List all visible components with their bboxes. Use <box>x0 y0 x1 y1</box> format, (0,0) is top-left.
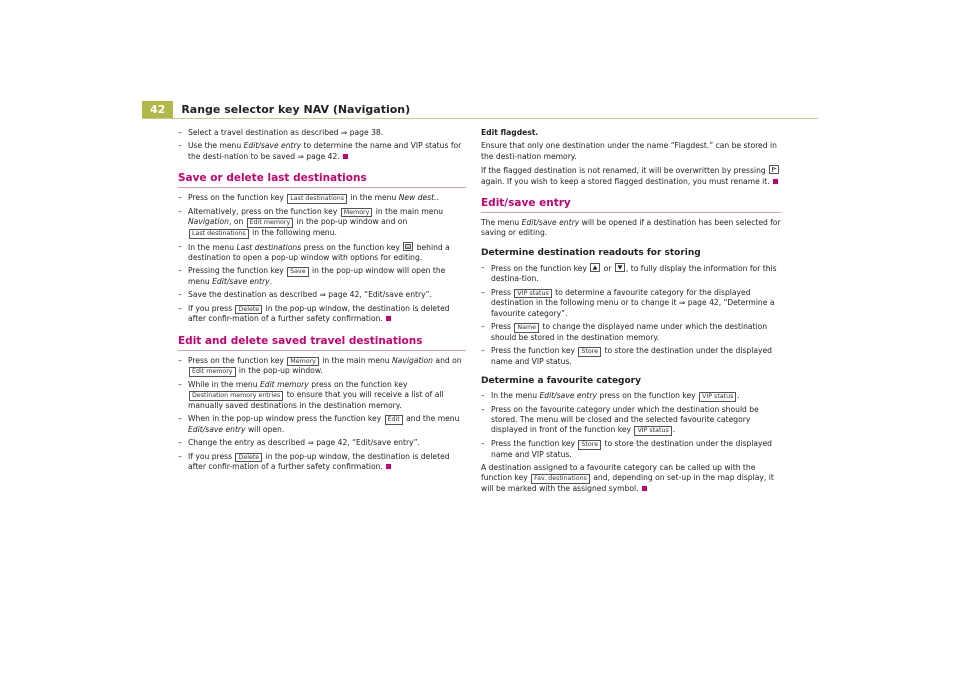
list-item: – Press the function key Store to store the destination under the displayed name and VIP status. <box>481 439 772 459</box>
list-item: – Alternatively, press on the function key Memory in the main menu Navigation, on Edit memory in the pop-up window and on Last destinations in the following menu. <box>178 206 444 237</box>
function-key: Memory <box>341 208 373 218</box>
function-key: Name <box>514 323 539 333</box>
list-item: – Press Name to change the displayed name under which the destination should be stored in the destination memory. <box>481 322 768 342</box>
subsection-title: Edit flagdest. <box>481 128 539 137</box>
page-number: 42 <box>142 101 173 118</box>
function-key: VIP status <box>634 426 671 436</box>
section-end-marker <box>343 154 348 159</box>
subsection-heading: Determine destination readouts for storing <box>481 247 701 258</box>
function-key: Last destinations <box>287 194 347 204</box>
function-key: Edit memory <box>189 367 236 377</box>
function-key: VIP status <box>514 289 551 299</box>
list-item: – Press on the function key Last destinations in the menu New dest.. <box>178 193 439 203</box>
function-key: Last destinations <box>189 229 249 239</box>
header-rule <box>142 118 818 119</box>
list-item: – In the menu Last destinations press on the function key behind a destination to open a pop-up window with options for editing. <box>178 241 450 262</box>
section-heading: Edit and delete saved travel destinations <box>178 335 466 351</box>
list-item: – Use the menu Edit/save entry to determine the name and VIP status for the desti-nation to be saved ⇒ page 42. <box>178 141 462 161</box>
list-item: – Press VIP status to determine a favourite category for the displayed destination in the following menu or to change it ⇒ page 42, “Determine a favourite category”. <box>481 287 775 318</box>
paragraph: The menu Edit/save entry will be opened if a destination has been selected for saving or editing. <box>481 218 781 238</box>
function-key: VIP status <box>699 392 736 402</box>
function-key: Memory <box>287 357 319 367</box>
section-heading: Save or delete last destinations <box>178 172 466 188</box>
list-item: – When in the pop-up window press the function key Edit and the menu Edit/save entry will open. <box>178 414 460 434</box>
list-item: – Press on the favourite category under which the destination should be stored. The menu will be closed and the selected favourite category displayed in front of the function key VIP status . <box>481 404 759 435</box>
section-end-marker <box>386 316 391 321</box>
subsection-heading: Determine a favourite category <box>481 376 641 387</box>
options-key-icon <box>403 242 413 251</box>
paragraph: A destination assigned to a favourite category can be called up with the function key Fav. destinations and, depending on set-up in the map display, it will be marked with the assigned symbol. <box>481 463 774 494</box>
list-item: – If you press Delete in the pop-up window, the destination is deleted after confir-mation of a further safety confirmation. <box>178 451 450 472</box>
arrow-down-icon <box>615 263 625 272</box>
list-item: – Save the destination as described ⇒ page 42, “Edit/save entry”. <box>178 290 432 300</box>
list-item: – While in the menu Edit memory press on the function key Destination memory entries to ensure that you will receive a list of all manually saved destinations in the destination memory. <box>178 380 444 410</box>
function-key: Edit <box>385 415 403 425</box>
page-header <box>142 101 410 118</box>
list-item: – Press on the function key Memory in the main menu Navigation and on Edit memory in the pop-up window. <box>178 355 462 376</box>
flag-key-icon <box>769 165 779 174</box>
section-heading: Edit/save entry <box>481 197 781 213</box>
list-item: – In the menu Edit/save entry press on the function key VIP status . <box>481 391 740 401</box>
function-key: Store <box>578 347 601 357</box>
section-end-marker <box>773 179 778 184</box>
list-item: – If you press Delete in the pop-up window, the destination is deleted after confir-mation of a further safety confirmation. <box>178 303 450 324</box>
left-column <box>178 128 466 476</box>
list-item: – Select a travel destination as described ⇒ page 38. <box>178 128 384 137</box>
function-key: Store <box>578 440 601 450</box>
arrow-up-icon <box>590 263 600 272</box>
section-end-marker <box>386 464 391 469</box>
list-item: – Press the function key Store to store the destination under the displayed name and VIP status. <box>481 346 772 366</box>
function-key: Delete <box>235 305 262 315</box>
function-key: Save <box>287 267 308 277</box>
section-end-marker <box>642 486 647 491</box>
function-key: Edit memory <box>247 218 294 228</box>
list-item: – Press on the function key or , to fully display the information for this destina-tion. <box>481 262 777 284</box>
right-column <box>481 128 781 497</box>
function-key: Fav. destinations <box>531 474 590 484</box>
page-title: Range selector key NAV (Navigation) <box>181 103 411 116</box>
function-key: Delete <box>235 453 262 463</box>
paragraph: If the flagged destination is not renamed, it will be overwritten by pressing again. If you wish to keep a stored flagged destination, you must rename it. <box>481 165 781 187</box>
paragraph: Ensure that only one destination under the name “Flagdest.” can be stored in the desti-nation memory. <box>481 141 777 161</box>
function-key: Destination memory entries <box>189 391 283 401</box>
list-item: – Pressing the function key Save in the pop-up window will open the menu Edit/save entry. <box>178 266 446 286</box>
list-item: – Change the entry as described ⇒ page 42, “Edit/save entry”. <box>178 438 420 448</box>
